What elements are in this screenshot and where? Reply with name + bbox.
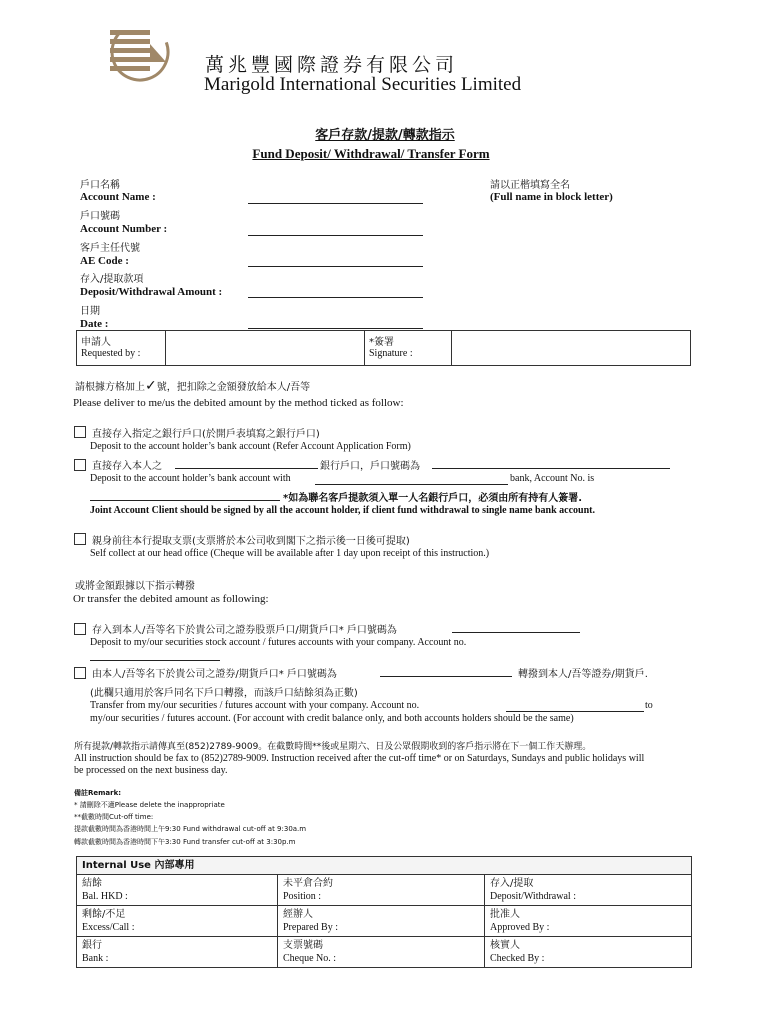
securities-account-field-cn[interactable]	[452, 632, 580, 633]
ae-code-label-cn: 客戶主任代號	[80, 243, 140, 254]
option-bank-specified-en-b: bank, Account No. is	[510, 473, 595, 484]
bank-label-cn: 銀行	[82, 940, 102, 951]
option-bank-specified-cn-a: 直接存入本人之	[92, 461, 162, 472]
option-bank-specified-en-a: Deposit to the account holder’s bank account with	[90, 473, 291, 484]
option-self-collect-checkbox[interactable]	[74, 533, 86, 545]
block-letter-note-cn: 請以正楷填寫全名	[490, 180, 570, 191]
option-self-collect: Self collect at our head office (Cheque will be available after 1 day upon receipt of this instruction.)	[90, 548, 490, 559]
option-bank-default-cn: 直接存入指定之銀行戶口(於開戶表填寫之銀行戶口)	[92, 429, 320, 440]
cheque-no-label-cn: 支票號碼	[283, 940, 323, 951]
company-name-en: Marigold International Securities Limited	[204, 74, 522, 95]
prepared-by-label-cn: 經辦人	[283, 909, 313, 920]
remark-cutoff: **截數時間Cut-off time:	[74, 813, 154, 821]
cheque-no-label: Cheque No. :	[283, 953, 337, 964]
prepared-by-label: Prepared By :	[283, 922, 338, 933]
cheque-no-cell[interactable]	[278, 937, 485, 968]
option-deposit-securities-checkbox[interactable]	[74, 623, 86, 635]
deliver-instruction: Please deliver to me/us the debited amount by the method ticked as follow:	[73, 397, 404, 409]
bank-account-field-cn[interactable]	[432, 468, 670, 469]
signature-field[interactable]	[452, 331, 691, 366]
option-transfer-accounts-en-b: my/our securities / futures account. (For account with credit balance only, and both accounts holders should be the same)	[90, 713, 574, 724]
checked-by-label: Checked By :	[490, 953, 545, 964]
option-transfer-accounts-to: to	[645, 700, 653, 711]
requested-by-label-cell	[77, 331, 166, 366]
option-deposit-securities-cn: 存入到本人/吾等名下於貴公司之證券股票戶口/期貨戶口* 戶口號碼為	[92, 625, 397, 636]
approved-by-label-cn: 批准人	[490, 909, 520, 920]
bal-hkd-cell[interactable]	[77, 875, 278, 906]
account-name-label: Account Name :	[80, 191, 156, 203]
amount-label-cn: 存入/提取款項	[80, 274, 144, 285]
amount-label: Deposit/Withdrawal Amount :	[80, 286, 223, 298]
deposit-withdrawal-cell[interactable]	[485, 875, 692, 906]
signature-label-cn: *簽署	[369, 337, 394, 348]
account-number-label-cn: 戶口號碼	[80, 211, 120, 222]
checked-by-cell[interactable]	[485, 937, 692, 968]
joint-account-note-cn: *如為聯名客戶提款須入單一人名銀行戶口，必須由所有持有人簽署.	[283, 493, 583, 504]
bank-cell[interactable]	[77, 937, 278, 968]
option-deposit-securities: Deposit to my/our securities stock account / futures accounts with your company. Account no.	[90, 637, 467, 648]
account-name-field[interactable]	[248, 203, 423, 204]
option-transfer-accounts-note-cn: (此欄只適用於客戶同名下戶口轉撥，而該戶口結餘須為正數)	[90, 688, 358, 699]
option-bank-specified-cn-b: 銀行戶口，戶口號碼為	[320, 461, 420, 472]
option-transfer-accounts-cn-a: 由本人/吾等名下於貴公司之證券/期貨戶口* 戶口號碼為	[92, 669, 337, 680]
checked-by-label-cn: 核實人	[490, 940, 520, 951]
option-bank-specified-checkbox[interactable]	[74, 459, 86, 471]
date-label-cn: 日期	[80, 306, 100, 317]
ae-code-field[interactable]	[248, 266, 423, 267]
fax-instruction-line2: be processed on the next business day.	[74, 765, 228, 776]
remark-title: 備註Remark:	[74, 789, 122, 797]
requested-by-label-cn: 申請人	[81, 337, 111, 348]
ae-code-label: AE Code :	[80, 255, 129, 267]
position-label-cn: 未平倉合約	[283, 878, 333, 889]
bal-hkd-label: Bal. HKD :	[82, 891, 128, 902]
fax-instruction-cn: 所有提款/轉款指示請傳真至(852)2789-9009。在截數時間**後或星期六、日及公眾假期收到的客戶指示將在下一個工作天辦理。	[74, 742, 592, 752]
transfer-heading: Or transfer the debited amount as following:	[73, 593, 269, 605]
approved-by-label: Approved By :	[490, 922, 550, 933]
option-transfer-accounts-checkbox[interactable]	[74, 667, 86, 679]
transfer-from-field[interactable]	[506, 711, 644, 712]
prepared-by-cell[interactable]	[278, 906, 485, 937]
position-label: Position :	[283, 891, 322, 902]
bank-name-field-cn[interactable]	[175, 468, 318, 469]
option-self-collect-cn: 親身前往本行提取支票(支票將於本公司收到閣下之指示後一日後可提取)	[92, 536, 410, 547]
excess-call-label-cn: 剩餘/不足	[82, 909, 126, 920]
requested-by-field[interactable]	[166, 331, 365, 366]
signature-table	[76, 330, 691, 366]
fax-instruction-line1: All instruction should be fax to (852)2789-9009. Instruction received after the cut-off time* or on Saturdays, Sundays and public holidays will	[74, 753, 645, 764]
securities-account-field[interactable]	[90, 660, 220, 661]
block-letter-note: (Full name in block letter)	[490, 191, 613, 203]
remark-withdrawal-cutoff: 提款截數時間為香港時間上午9:30 Fund withdrawal cut-off at 9:30a.m	[74, 825, 307, 833]
excess-call-cell[interactable]	[77, 906, 278, 937]
excess-call-label: Excess/Call :	[82, 922, 135, 933]
transfer-from-field-cn[interactable]	[380, 676, 512, 677]
remark-transfer-cutoff: 轉款截數時間為香港時間下午3:30 Fund transfer cut-off at 3:30p.m	[74, 838, 296, 846]
date-field[interactable]	[248, 328, 423, 329]
approved-by-cell[interactable]	[485, 906, 692, 937]
internal-use-header: Internal Use 內部專用	[77, 857, 692, 875]
amount-field[interactable]	[248, 297, 423, 298]
deposit-withdrawal-label-cn: 存入/提取	[490, 878, 534, 889]
signature-label-cell	[365, 331, 452, 366]
option-transfer-accounts-en-a: Transfer from my/our securities / futures account with your company. Account no.	[90, 700, 420, 711]
transfer-heading-cn: 或將金額跟據以下指示轉撥	[75, 581, 195, 592]
bal-hkd-label-cn: 結餘	[82, 878, 102, 889]
requested-by-label: Requested by :	[81, 348, 141, 359]
account-number-label: Account Number :	[80, 223, 168, 235]
option-bank-default: Deposit to the account holder’s bank account (Refer Account Application Form)	[90, 441, 411, 452]
date-label: Date :	[80, 318, 109, 330]
account-name-label-cn: 戶口名稱	[80, 180, 120, 191]
bank-account-field[interactable]	[90, 500, 280, 501]
tick-icon: ✓	[145, 378, 157, 394]
joint-account-note: Joint Account Client should be signed by all the account holder, if client fund withdrawal to single name bank account.	[90, 505, 595, 516]
company-name-cn: 萬兆豐國際證券有限公司	[205, 54, 459, 76]
deliver-instruction-cn	[75, 378, 310, 394]
position-cell[interactable]	[278, 875, 485, 906]
deposit-withdrawal-label: Deposit/Withdrawal :	[490, 891, 576, 902]
deliver-instruction-cn-a: 請根據方格加上	[75, 382, 145, 393]
deliver-instruction-cn-b: 號，把扣除之金額發放給本人/吾等	[156, 382, 311, 393]
company-logo	[104, 22, 184, 82]
internal-use-table	[76, 856, 692, 968]
remark-delete: * 請刪除不適Please delete the inappropriate	[74, 801, 225, 809]
bank-name-field[interactable]	[315, 484, 508, 485]
bank-label: Bank :	[82, 953, 109, 964]
option-bank-default-checkbox[interactable]	[74, 426, 86, 438]
signature-label: Signature :	[369, 348, 413, 359]
account-number-field[interactable]	[248, 235, 423, 236]
form-title-en: Fund Deposit/ Withdrawal/ Transfer Form	[252, 146, 490, 161]
form-title-cn: 客戶存款/提款/轉款指示	[315, 128, 455, 143]
option-transfer-accounts-cn-b: 轉撥到本人/吾等證券/期貨戶.	[518, 669, 648, 680]
